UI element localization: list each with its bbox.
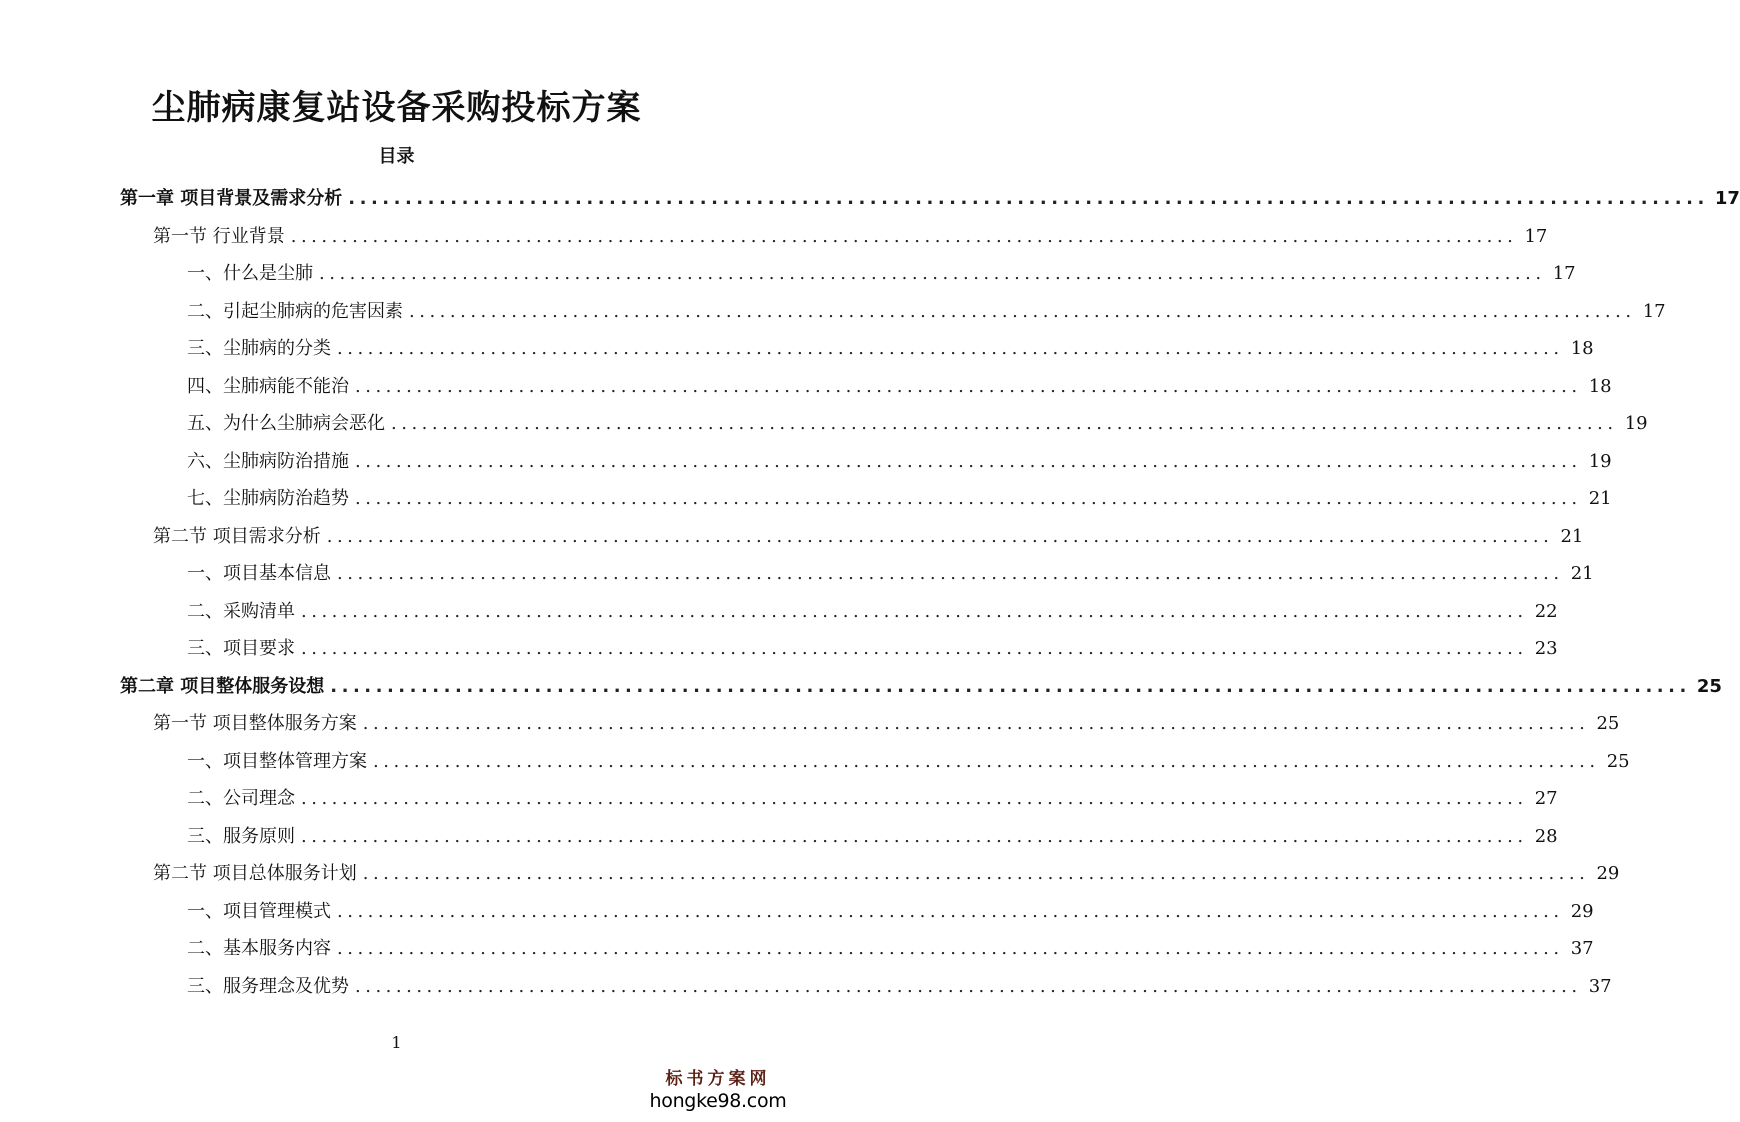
toc-dot-leader: ........................................................................................................................ bbox=[348, 187, 1709, 209]
toc-entry-label: 二、公司理念 bbox=[187, 787, 295, 809]
toc-entry-page: 18 bbox=[1588, 375, 1612, 397]
toc-dot-leader: ........................................................................................................................ bbox=[355, 450, 1582, 472]
toc-dot-leader: ........................................................................................................................ bbox=[337, 937, 1564, 959]
toc-entry[interactable] bbox=[187, 443, 1612, 480]
toc-entry-page: 29 bbox=[1596, 862, 1620, 884]
toc-entry[interactable] bbox=[153, 705, 1620, 742]
toc-entry-page: 17 bbox=[1642, 300, 1666, 322]
toc-entry-label: 一、项目基本信息 bbox=[187, 562, 331, 584]
toc-entry-label: 四、尘肺病能不能治 bbox=[187, 375, 349, 397]
toc-dot-leader: ........................................................................................................................ bbox=[301, 637, 1528, 659]
toc-entry-label: 一、项目整体管理方案 bbox=[187, 750, 367, 772]
toc-entry-page: 21 bbox=[1560, 525, 1584, 547]
toc-entry-label: 三、尘肺病的分类 bbox=[187, 337, 331, 359]
toc-entry-label: 三、项目要求 bbox=[187, 637, 295, 659]
toc-entry-page: 25 bbox=[1606, 750, 1630, 772]
toc-entry-label: 二、引起尘肺病的危害因素 bbox=[187, 300, 403, 322]
toc-entry[interactable] bbox=[187, 255, 1576, 292]
toc-entry-page: 17 bbox=[1524, 225, 1548, 247]
toc-dot-leader: ........................................................................................................................ bbox=[326, 525, 1554, 547]
toc-entry-page: 37 bbox=[1570, 937, 1594, 959]
toc-entry-label: 一、项目管理模式 bbox=[187, 900, 331, 922]
toc-dot-leader: ........................................................................................................................ bbox=[337, 900, 1564, 922]
watermark-domain: hongke98.com bbox=[649, 1090, 787, 1112]
toc-entry-page: 25 bbox=[1696, 675, 1722, 697]
toc-dot-leader: ........................................................................................................................ bbox=[330, 675, 1691, 697]
toc-dot-leader: ........................................................................................................................ bbox=[337, 337, 1564, 359]
toc-dot-leader: ........................................................................................................................ bbox=[355, 975, 1582, 997]
watermark-brand: 标书方案网 bbox=[665, 1069, 771, 1089]
toc-dot-leader: ........................................................................................................................ bbox=[362, 862, 1590, 884]
toc-entry[interactable] bbox=[187, 968, 1612, 1005]
toc-entry[interactable] bbox=[187, 780, 1558, 817]
toc-dot-leader: ........................................................................................................................ bbox=[337, 562, 1564, 584]
toc-dot-leader: ........................................................................................................................ bbox=[355, 487, 1582, 509]
toc-entry[interactable] bbox=[153, 218, 1548, 255]
toc-entry[interactable] bbox=[153, 855, 1620, 892]
toc-dot-leader: ........................................................................................................................ bbox=[355, 375, 1582, 397]
toc-entry-page: 27 bbox=[1534, 787, 1558, 809]
toc-dot-leader: ........................................................................................................................ bbox=[301, 787, 1528, 809]
toc-entry-label: 第二章 项目整体服务设想 bbox=[120, 675, 325, 697]
toc-entry-label: 六、尘肺病防治措施 bbox=[187, 450, 349, 472]
toc-entry-label: 二、基本服务内容 bbox=[187, 937, 331, 959]
toc-entry-page: 25 bbox=[1596, 712, 1620, 734]
toc-entry-label: 第一节 项目整体服务方案 bbox=[153, 712, 357, 734]
toc-dot-leader: ........................................................................................................................ bbox=[319, 262, 1546, 284]
toc-entry[interactable] bbox=[187, 593, 1558, 630]
toc-entry-page: 19 bbox=[1624, 412, 1648, 434]
toc-entry-page: 17 bbox=[1552, 262, 1576, 284]
toc-entry[interactable] bbox=[120, 668, 1722, 705]
toc-heading: 目录 bbox=[378, 146, 415, 167]
toc-entry[interactable] bbox=[187, 293, 1666, 330]
page-title: 尘肺病康复站设备采购投标方案 bbox=[151, 88, 642, 128]
watermark bbox=[648, 1068, 788, 1112]
toc-dot-leader: ........................................................................................................................ bbox=[409, 300, 1636, 322]
toc-entry-page: 18 bbox=[1570, 337, 1594, 359]
toc-entry[interactable] bbox=[187, 368, 1612, 405]
toc-dot-leader: ........................................................................................................................ bbox=[301, 825, 1528, 847]
toc-entry-label: 三、服务理念及优势 bbox=[187, 975, 349, 997]
toc-entry[interactable] bbox=[187, 630, 1558, 667]
toc-entry-page: 29 bbox=[1570, 900, 1594, 922]
toc-dot-leader: ........................................................................................................................ bbox=[362, 712, 1590, 734]
toc-entry-label: 七、尘肺病防治趋势 bbox=[187, 487, 349, 509]
toc-entry[interactable] bbox=[187, 480, 1612, 517]
toc-entry[interactable] bbox=[187, 893, 1594, 930]
toc-entry[interactable] bbox=[187, 743, 1630, 780]
toc-entry-label: 五、为什么尘肺病会恶化 bbox=[187, 412, 385, 434]
toc-entry-page: 19 bbox=[1588, 450, 1612, 472]
toc-entry-label: 第一节 行业背景 bbox=[153, 225, 285, 247]
toc-entry[interactable] bbox=[187, 405, 1648, 442]
toc-entry[interactable] bbox=[187, 930, 1594, 967]
toc-entry-page: 17 bbox=[1714, 187, 1740, 209]
toc-entry[interactable] bbox=[187, 818, 1558, 855]
toc-entry[interactable] bbox=[187, 555, 1594, 592]
toc-entry-page: 22 bbox=[1534, 600, 1558, 622]
toc-entry-label: 二、采购清单 bbox=[187, 600, 295, 622]
toc-entry-label: 第二节 项目需求分析 bbox=[153, 525, 321, 547]
toc-entry[interactable] bbox=[187, 330, 1594, 367]
page-number: 1 bbox=[391, 1033, 402, 1052]
toc-entry-page: 28 bbox=[1534, 825, 1558, 847]
toc-entry[interactable] bbox=[153, 518, 1584, 555]
toc-entry-label: 第一章 项目背景及需求分析 bbox=[120, 187, 343, 209]
toc-entry-label: 第二节 项目总体服务计划 bbox=[153, 862, 357, 884]
toc-entry-page: 23 bbox=[1534, 637, 1558, 659]
toc-entry-page: 21 bbox=[1570, 562, 1594, 584]
toc-dot-leader: ........................................................................................................................ bbox=[391, 412, 1618, 434]
toc-entry[interactable] bbox=[120, 180, 1740, 217]
toc-dot-leader: ........................................................................................................................ bbox=[290, 225, 1518, 247]
toc-entry-label: 三、服务原则 bbox=[187, 825, 295, 847]
toc-entry-page: 37 bbox=[1588, 975, 1612, 997]
toc-entry-label: 一、什么是尘肺 bbox=[187, 262, 313, 284]
toc-dot-leader: ........................................................................................................................ bbox=[373, 750, 1600, 772]
toc-dot-leader: ........................................................................................................................ bbox=[301, 600, 1528, 622]
toc-entry-page: 21 bbox=[1588, 487, 1612, 509]
